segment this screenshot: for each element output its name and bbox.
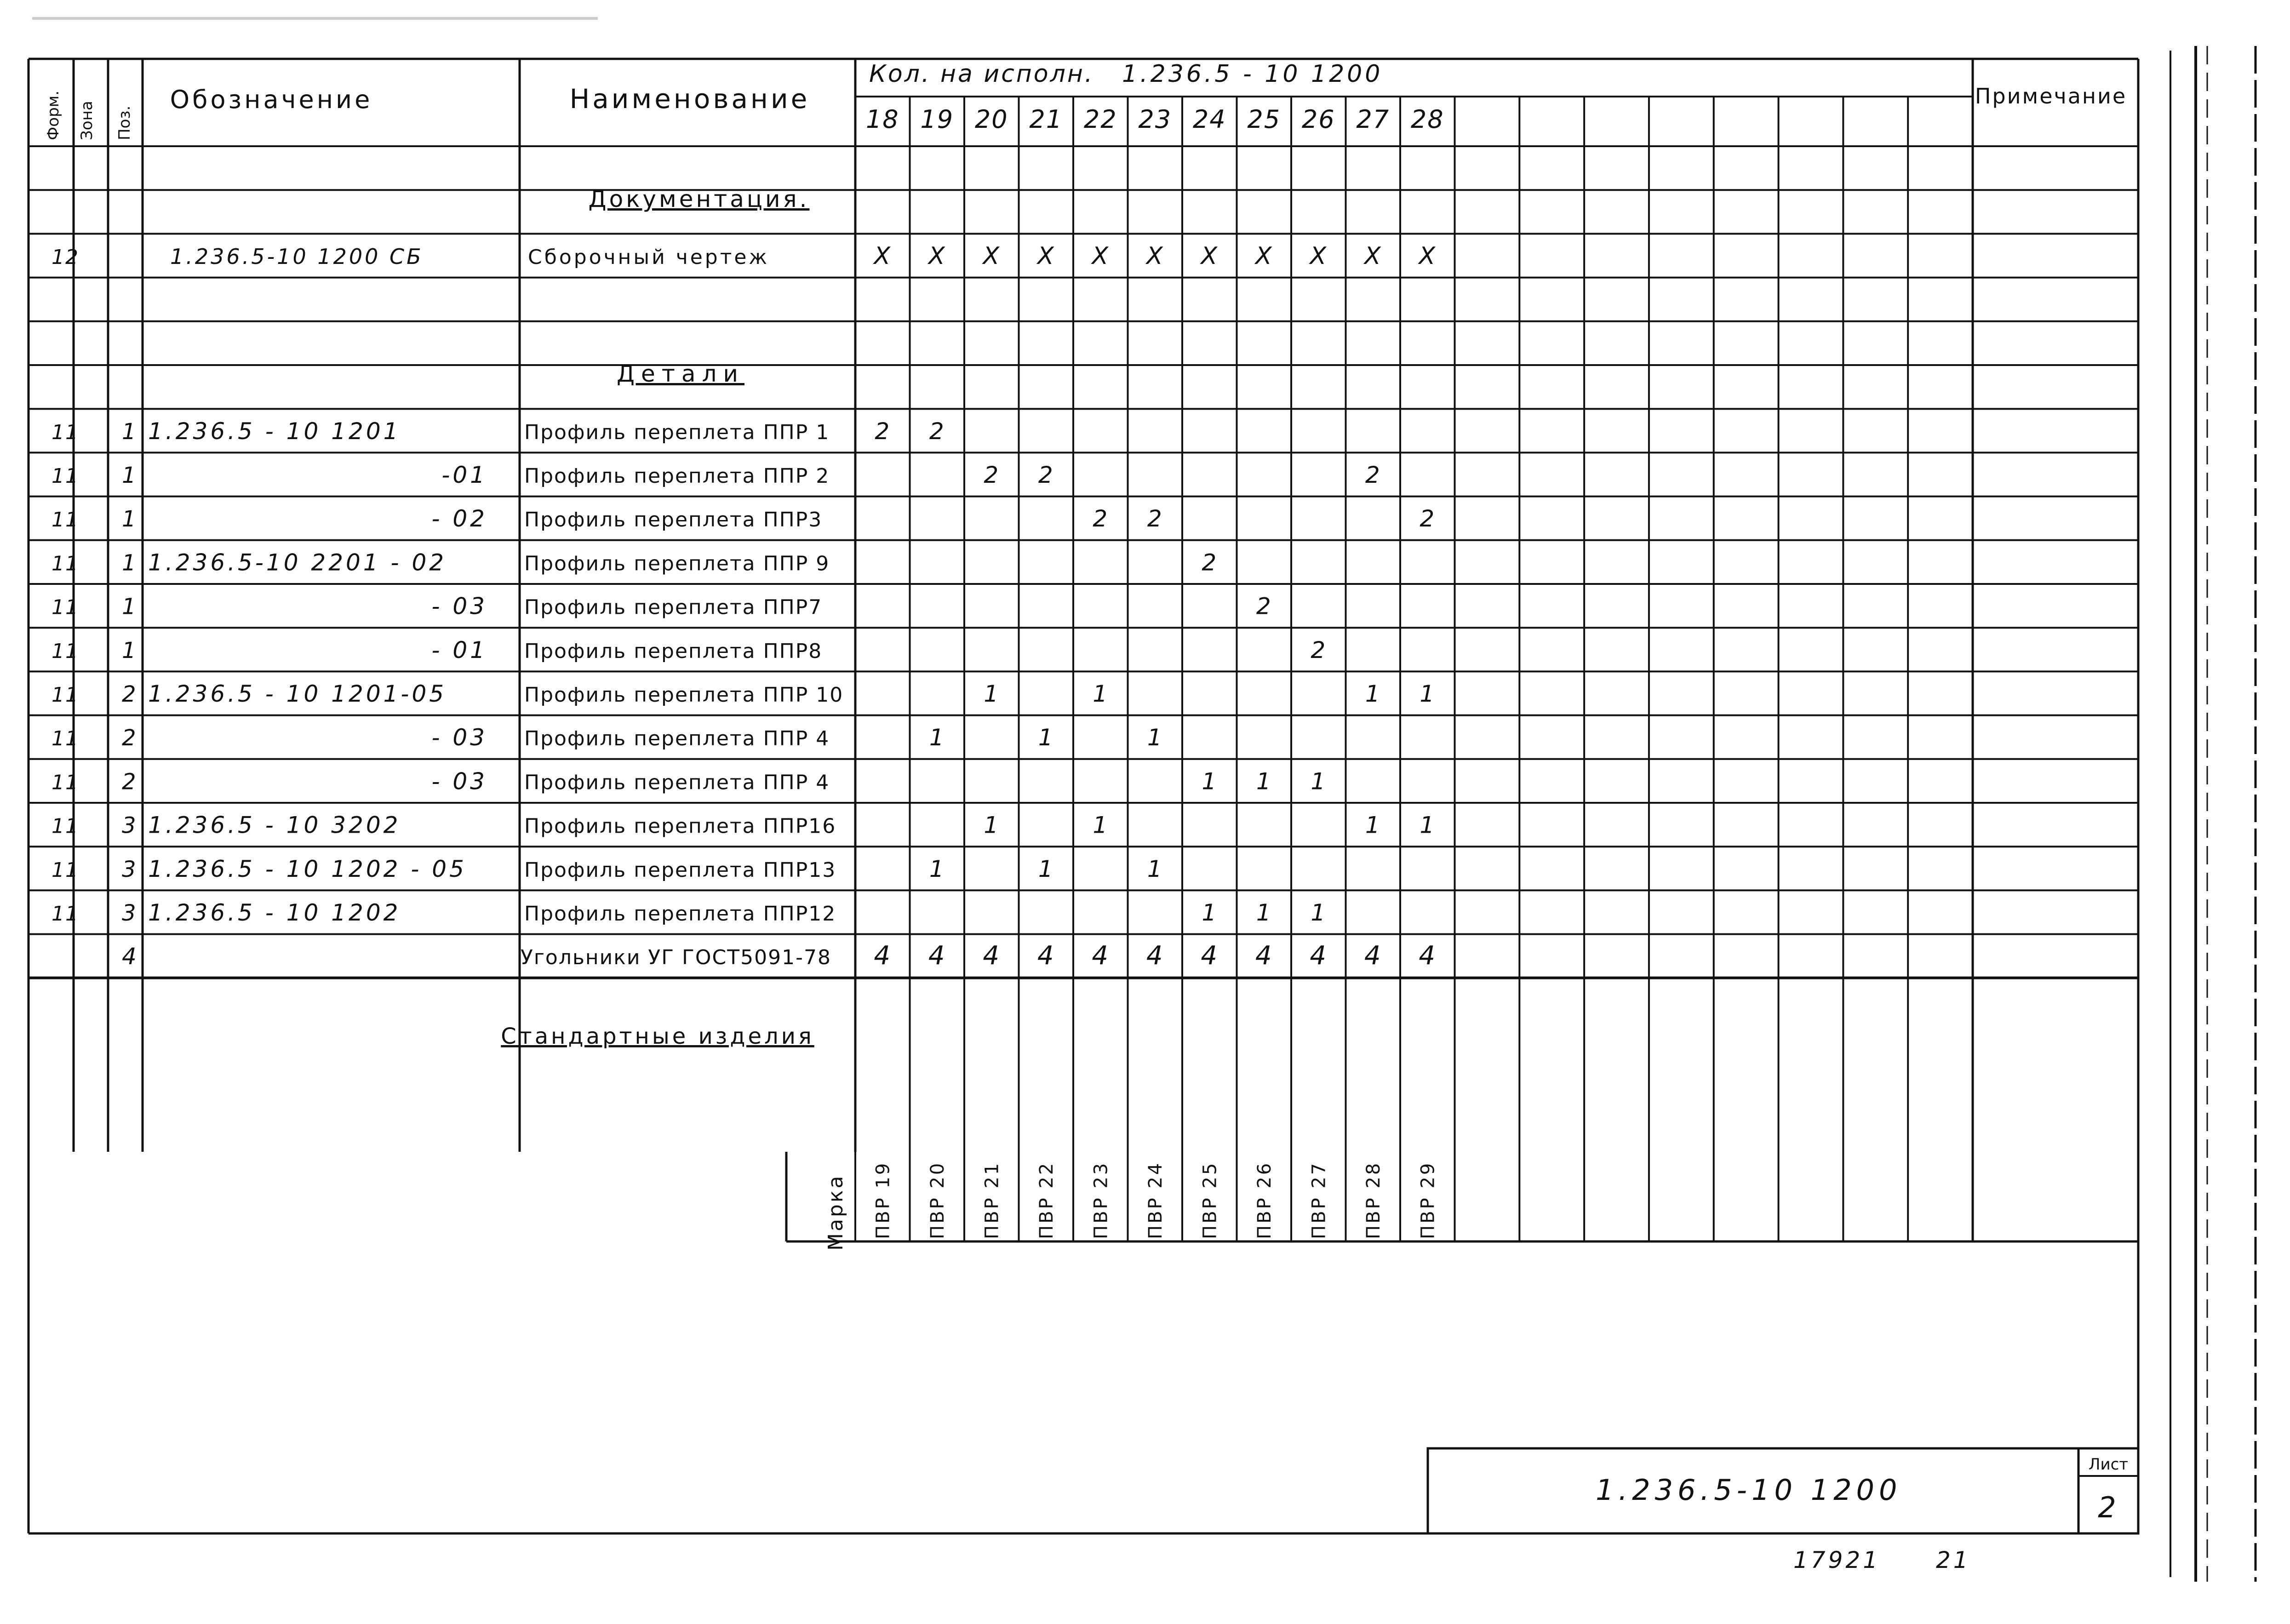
header-zone: Зона <box>78 101 96 140</box>
qty-cell: X <box>1037 242 1055 270</box>
qty-cell: 4 <box>1146 941 1164 971</box>
variant-header: 19 <box>920 105 954 134</box>
qty-cell: 2 <box>1311 636 1327 663</box>
row-format: 11 <box>52 464 79 488</box>
row-name: Профиль переплета ППР7 <box>524 595 823 619</box>
variant-header: 24 <box>1192 105 1226 134</box>
row-name: Угольники УГ ГОСТ5091-78 <box>521 946 831 970</box>
variant-header: 21 <box>1029 105 1063 134</box>
qty-cell: X <box>1092 242 1110 270</box>
row-pos: 1 <box>122 594 137 620</box>
qty-cell: 1 <box>1311 768 1327 795</box>
qty-cell: 4 <box>1201 941 1219 971</box>
marka-value: ПВР 24 <box>1145 1161 1166 1239</box>
qty-cell: 2 <box>875 417 891 445</box>
qty-cell: 1 <box>1365 812 1381 839</box>
qty-cell: X <box>1310 242 1328 270</box>
row-name: Профиль переплета ППР 1 <box>524 420 830 444</box>
row-designation: - 02 <box>431 505 487 532</box>
table-rows <box>52 242 1436 971</box>
variant-header: 22 <box>1083 105 1117 134</box>
header-pos: Поз. <box>115 105 134 140</box>
row-name: Профиль переплета ППР 2 <box>524 464 830 488</box>
qty-cell: 1 <box>1147 855 1163 882</box>
row-pos: 2 <box>122 769 137 795</box>
row-format: 11 <box>52 727 79 751</box>
row-format: 11 <box>52 420 79 444</box>
qty-cell: 1 <box>1256 899 1272 926</box>
qty-cell: 1 <box>1093 680 1109 707</box>
header-note: Примечание <box>1975 84 2127 109</box>
header-name: Наименование <box>569 83 810 114</box>
row-format: 11 <box>52 552 79 576</box>
row-pos: 3 <box>122 900 137 926</box>
qty-cell: 4 <box>1037 941 1055 971</box>
header-format: Форм. <box>44 90 63 140</box>
row-designation: - 03 <box>431 724 487 751</box>
qty-cell: X <box>928 242 946 270</box>
row-designation: 1.236.5-10 2201 - 02 <box>148 549 447 576</box>
marka-value: ПВР 28 <box>1363 1161 1384 1239</box>
section-details: Детали <box>616 360 745 387</box>
qty-cell: 2 <box>929 417 945 445</box>
qty-cell: 1 <box>984 680 1000 707</box>
qty-cell: 4 <box>1419 941 1437 971</box>
row-designation: - 01 <box>431 636 487 663</box>
qty-cell: 1 <box>1147 724 1163 751</box>
variant-header: 25 <box>1247 105 1281 134</box>
qty-cell: 1 <box>1420 680 1436 707</box>
qty-cell: 1 <box>1202 899 1218 926</box>
variant-header: 26 <box>1301 105 1335 134</box>
row-pos: 3 <box>122 856 137 882</box>
qty-cell: X <box>1255 242 1273 270</box>
row-format: 11 <box>52 858 79 882</box>
header-qty-doc: 1.236.5 - 10 1200 <box>1122 60 1383 88</box>
marka-value: ПВР 23 <box>1090 1161 1112 1239</box>
row-name: Профиль переплета ППР16 <box>524 814 836 838</box>
qty-cell: 1 <box>984 812 1000 839</box>
row-designation: -01 <box>441 462 487 488</box>
qty-cell: 2 <box>1365 462 1381 488</box>
row-name: Профиль переплета ППР 9 <box>524 552 830 576</box>
marka-value: ПВР 19 <box>872 1161 894 1239</box>
row-designation: 1.236.5 - 10 3202 <box>148 812 401 839</box>
qty-cell: 4 <box>1255 941 1273 971</box>
row-name: Профиль переплета ППР8 <box>524 639 823 663</box>
section-documentation: Документация. <box>588 186 810 212</box>
row-name: Профиль переплета ППР13 <box>524 858 836 882</box>
doc-number: 1.236.5-10 1200 <box>1596 1473 1902 1507</box>
row-name: Профиль переплета ППР 10 <box>524 683 844 707</box>
qty-cell: 1 <box>1038 855 1054 882</box>
row-name: Профиль переплета ППР3 <box>524 508 823 532</box>
archive-stamp <box>1793 1547 1971 1573</box>
variant-header: 28 <box>1410 105 1444 134</box>
row-pos: 1 <box>122 463 137 488</box>
qty-cell: 2 <box>984 462 1000 488</box>
qty-cell: 4 <box>928 941 946 971</box>
row-name: Профиль переплета ППР 4 <box>524 771 830 795</box>
qty-cell: X <box>1364 242 1382 270</box>
qty-cell: 4 <box>1310 941 1328 971</box>
qty-cell: X <box>1419 242 1437 270</box>
row-designation: 1.236.5 - 10 1202 <box>148 899 401 926</box>
marka-value: ПВР 26 <box>1254 1161 1275 1239</box>
row-format: 11 <box>52 771 79 795</box>
qty-cell: X <box>1201 242 1219 270</box>
row-pos: 2 <box>122 681 137 707</box>
variant-header: 23 <box>1138 105 1172 134</box>
marka-value: ПВР 21 <box>981 1161 1003 1239</box>
row-format: 11 <box>52 902 79 926</box>
marka-label: Марка <box>824 1174 847 1251</box>
row-format: 11 <box>52 639 79 663</box>
qty-cell: 1 <box>929 724 945 751</box>
row-name: Профиль переплета ППР 4 <box>524 727 830 751</box>
qty-cell: 2 <box>1256 593 1272 620</box>
qty-cell: 4 <box>874 941 892 971</box>
archive-number: 17921 <box>1793 1547 1881 1573</box>
marka-value: ПВР 25 <box>1199 1161 1221 1239</box>
header-qty-caption: Кол. на исполн. <box>869 60 1094 88</box>
qty-cell: 1 <box>1093 812 1109 839</box>
marka-value: ПВР 27 <box>1308 1161 1330 1239</box>
title-block <box>1428 1448 2138 1533</box>
row-name: Профиль переплета ППР12 <box>524 902 836 926</box>
variant-header: 27 <box>1356 105 1390 134</box>
qty-cell: 2 <box>1038 462 1054 488</box>
row-name: Сборочный чертеж <box>528 246 770 269</box>
row-pos: 1 <box>122 418 137 445</box>
row-pos: 1 <box>122 506 137 532</box>
qty-cell: 1 <box>1311 899 1327 926</box>
qty-cell: 2 <box>1202 549 1218 576</box>
row-format: 11 <box>52 683 79 707</box>
marka-value: ПВР 20 <box>927 1161 948 1239</box>
row-pos: 1 <box>122 550 137 576</box>
marka-value: ПВР 29 <box>1417 1161 1439 1239</box>
variant-header: 20 <box>974 105 1008 134</box>
row-pos: 4 <box>122 943 137 970</box>
qty-cell: 1 <box>1202 768 1218 795</box>
archive-sub-number: 21 <box>1936 1547 1971 1573</box>
row-pos: 1 <box>122 637 137 663</box>
row-designation: - 03 <box>431 768 487 795</box>
row-designation: 1.236.5 - 10 1201-05 <box>148 680 447 707</box>
qty-cell: 2 <box>1093 505 1109 532</box>
variant-headers <box>866 105 1444 134</box>
qty-cell: 1 <box>929 855 945 882</box>
row-format: 11 <box>52 508 79 532</box>
row-pos: 3 <box>122 812 137 839</box>
spec-table-grid <box>29 59 2138 1241</box>
qty-cell: X <box>1146 242 1164 270</box>
row-pos: 2 <box>122 725 137 751</box>
row-format: 12 <box>52 246 79 269</box>
qty-cell: 1 <box>1420 812 1436 839</box>
sheet-label: Лист <box>2088 1455 2129 1474</box>
marka-value: ПВР 22 <box>1036 1161 1057 1239</box>
row-designation: 1.236.5-10 1200 СБ <box>170 244 424 269</box>
qty-cell: 2 <box>1147 505 1163 532</box>
qty-cell: 4 <box>1092 941 1110 971</box>
qty-cell: 4 <box>1364 941 1382 971</box>
qty-cell: 1 <box>1365 680 1381 707</box>
section-standard: Стандартные изделия <box>501 1024 814 1049</box>
row-designation: 1.236.5 - 10 1201 <box>148 417 401 445</box>
qty-cell: 1 <box>1256 768 1272 795</box>
qty-cell: X <box>983 242 1001 270</box>
row-designation: 1.236.5 - 10 1202 - 05 <box>148 855 467 882</box>
header-designation: Обозначение <box>170 85 373 114</box>
sheet-number: 2 <box>2098 1491 2116 1524</box>
qty-cell: 2 <box>1420 505 1436 532</box>
variant-header: 18 <box>865 105 899 134</box>
row-format: 11 <box>52 595 79 619</box>
qty-cell: X <box>874 242 892 270</box>
row-designation: - 03 <box>431 593 487 620</box>
row-format: 11 <box>52 814 79 838</box>
qty-cell: 1 <box>1038 724 1054 751</box>
qty-cell: 4 <box>983 941 1001 971</box>
